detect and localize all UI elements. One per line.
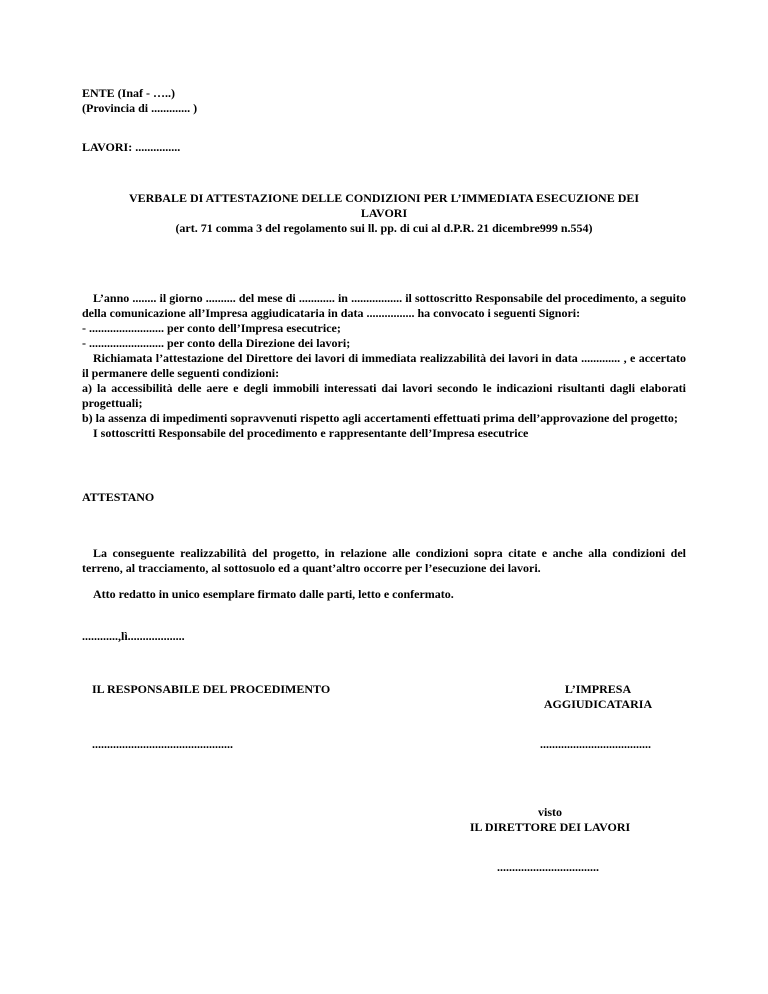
title-line-1: VERBALE DI ATTESTAZIONE DELLE CONDIZIONI PER L’IMMEDIATA ESECUZIONE DEI [128, 191, 640, 205]
impresa-label [510, 682, 686, 712]
list-item-impresa: - ......................... per conto dell’Impresa esecutrice; [82, 321, 341, 335]
paragraph-richiamata: Richiamata l’attestazione del Direttore dei lavori di immediata realizzabilità dei lavori in data ............. , e accertato il permanere delle seguenti condizioni: [82, 351, 686, 380]
place-date-line: ............,lì................... [82, 629, 185, 643]
condition-a: a) la accessibilità delle aere e degli immobili interessati dai lavori secondo le indicazioni risultanti dagli elaborati progettuali; [82, 381, 686, 410]
attestano-heading: ATTESTANO [82, 490, 155, 504]
title-reference: (art. 71 comma 3 del regolamento sui ll. pp. di cui al d.P.R. 21 dicembre999 n.554) [175, 221, 593, 235]
impresa-label-line-2: AGGIUDICATARIA [543, 697, 653, 711]
header-block [82, 86, 197, 116]
paragraph-atto: Atto redatto in unico esemplare firmato dalle parti, letto e confermato. [93, 587, 454, 601]
impresa-label-line-1: L’IMPRESA [564, 682, 632, 696]
document-title [82, 191, 686, 236]
body-text [82, 291, 686, 441]
paragraph-intro: L’anno ........ il giorno .......... del mese di ............ in ................. il sottoscritto Responsabile del procedimento, a seguito della comunicazione all’Impresa aggiudicataria in data ................ ha convocato i seguenti Signori: [82, 291, 686, 320]
responsabile-label: IL RESPONSABILE DEL PROCEDIMENTO [92, 682, 331, 696]
ente-label: ENTE (Inaf - …..) [82, 86, 176, 100]
direttore-block [455, 805, 645, 835]
condition-b: b) la assenza di impedimenti sopravvenuti rispetto agli accertamenti effettuati prima dell’approvazione del progetto; [82, 411, 678, 425]
provincia-label: (Provincia di ............. ) [82, 101, 198, 115]
responsabile-signature-line: ............................................... [92, 737, 233, 751]
paragraph-conseguente: La conseguente realizzabilità del progetto, in relazione alle condizioni sopra citate e anche alla condizioni del terreno, al tracciamento, al sottosuolo ed a quant’altro occorre per l’esecuzione dei lavori. [82, 546, 686, 575]
title-line-2: LAVORI [360, 206, 408, 220]
lavori-label: LAVORI: ............... [82, 140, 181, 154]
visto-label: visto [538, 805, 562, 819]
direttore-label: IL DIRETTORE DEI LAVORI [469, 820, 631, 834]
list-item-direzione: - ......................... per conto della Direzione dei lavori; [82, 336, 351, 350]
conseguente-block [82, 546, 686, 576]
direttore-signature-line: .................................. [497, 860, 599, 874]
paragraph-sottoscritti: I sottoscritti Responsabile del procedimento e rappresentante dell’Impresa esecutrice [93, 426, 529, 440]
impresa-signature-line: ..................................... [540, 737, 651, 751]
